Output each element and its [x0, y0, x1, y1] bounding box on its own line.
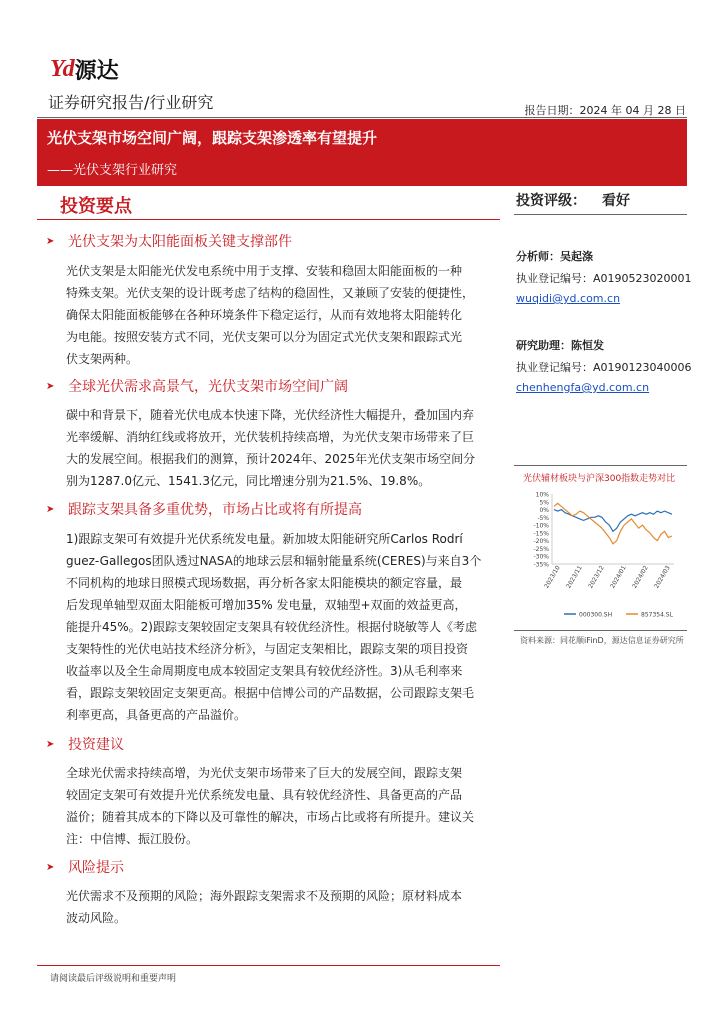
x-tick-label: 2024/02 [631, 564, 650, 590]
body-line: 溢价；随着其成本的下降以及可靠性的解决，市场占比或将有所提升。建议关 [66, 810, 475, 824]
body-line: 收益率以及全生命周期度电成本较固定支架具有较优经济性。3)从毛利率来 [66, 664, 463, 678]
arrow-icon: ➤ [46, 861, 55, 873]
point-heading-text: 风险提示 [68, 860, 124, 876]
body-line: 较固定支架可有效提升光伏系统发电量、具有较优经济性、具备更高的产品 [66, 788, 463, 802]
y-tick-label: -20% [533, 538, 549, 546]
body-line: 光伏支架是太阳能光伏发电系统中用于支撑、安装和稳固太阳能面板的一种 [66, 264, 463, 278]
body-line: 不同机构的地球日照模式现场数据，再分析各家太阳能模块的额定容量，最 [66, 576, 463, 590]
point-body-4 [66, 762, 496, 850]
y-tick-label: -10% [533, 522, 549, 530]
point-body-2 [66, 404, 496, 492]
body-line: 注：中信博、振江股份。 [66, 832, 199, 846]
section-title: 投资要点 [60, 196, 132, 217]
body-line: 利率更高，具备更高的产品溢价。 [66, 708, 247, 722]
investment-rating [516, 190, 630, 210]
body-line: 伏支架两种。 [66, 352, 139, 366]
body-line: 为电能。按照安装方式不同，光伏支架可以分为固定式光伏支架和跟踪式光 [66, 330, 463, 344]
assistant-registration: 执业登记编号：A0190123040006 [516, 361, 692, 374]
y-tick-label: -15% [533, 530, 549, 538]
analyst-email-link[interactable]: wuqidi@yd.com.cn [516, 292, 621, 305]
analyst-registration: 执业登记编号：A0190523020001 [516, 272, 692, 285]
arrow-icon: ➤ [46, 738, 55, 750]
assistant-email-link[interactable]: chenhengfa@yd.com.cn [516, 381, 650, 394]
body-line: 后发现单轴型双面太阳能板可增加35% 发电量，双轴型+双面的效益更高， [66, 598, 467, 612]
x-tick-label: 2023/10 [543, 564, 562, 590]
arrow-icon: ➤ [46, 503, 55, 515]
y-tick-label: -30% [533, 553, 549, 561]
point-heading-text: 跟踪支架具备多重优势，市场占比或将有所提高 [68, 502, 362, 518]
point-body-1 [66, 260, 496, 370]
report-subtitle: ——光伏支架行业研究 [47, 163, 178, 178]
x-tick-label: 2024/01 [609, 564, 628, 590]
point-body-5 [66, 885, 496, 929]
assistant-name: 研究助理：陈恒发 [516, 339, 604, 352]
body-line: 全球光伏需求持续高增，为光伏支架市场带来了巨大的发展空间，跟踪支架 [66, 766, 463, 780]
body-line: 支架特性的光伏电站技术经济分析》，与固定支架相比，跟踪支架的项目投资 [66, 642, 469, 656]
company-logo [50, 56, 119, 82]
y-tick-label: 10% [535, 491, 549, 499]
point-heading-2 [46, 376, 348, 396]
body-line: 能提升45%。2)跟踪支架较固定支架具有较优经济性。根据付晓敏等人《考虑 [66, 620, 477, 634]
y-tick-label: -5% [537, 514, 549, 522]
analyst-name: 分析师：吴起涤 [516, 250, 593, 263]
body-line: 1)跟踪支架可有效提升光伏系统发电量。新加坡太阳能研究所Carlos Rodrí [66, 532, 463, 546]
body-line: 光率缓解、消纳红线或将放开，光伏装机持续高增，为光伏支架市场带来了巨 [66, 430, 475, 444]
body-line: guez-Gallegos团队透过NASA的地球云层和辐射能量系统(CERES)与来自3个 [66, 554, 482, 568]
y-tick-label: 0% [539, 507, 549, 515]
rating-label: 投资评级： [516, 193, 586, 209]
y-tick-label: -35% [533, 561, 549, 569]
title-banner [37, 119, 687, 186]
point-heading-4 [46, 734, 124, 754]
header-divider [37, 117, 687, 118]
point-heading-3 [46, 499, 362, 519]
chart-title: 光伏辅材板块与沪深300指数走势对比 [523, 474, 676, 484]
footer-disclaimer-note: 请阅读最后评级说明和重要声明 [50, 974, 177, 984]
chart-top-divider [514, 465, 687, 466]
series-line-0 [554, 510, 672, 532]
point-heading-text: 投资建议 [68, 737, 124, 753]
body-line: 光伏需求不及预期的风险；海外跟踪支架需求不及预期的风险；原材料成本 [66, 889, 463, 903]
report-title: 光伏支架市场空间广阔，跟踪支架渗透率有望提升 [47, 129, 378, 147]
point-body-3 [66, 528, 496, 726]
body-line: 确保太阳能面板能够在各种环境条件下稳定运行，从而有效地将太阳能转化 [66, 308, 463, 322]
legend-label: 857354.SL [641, 611, 673, 619]
logo-text: 源达 [74, 58, 119, 84]
body-line: 大的发展空间。根据我们的测算，预计2024年、2025年光伏支架市场空间分 [66, 452, 476, 466]
body-line: 特殊支架。光伏支架的设计既考虑了结构的稳固性，又兼顾了安装的便捷性， [66, 286, 475, 300]
footer-divider [37, 965, 500, 966]
body-line: 碳中和背景下，随着光伏电成本快速下降，光伏经济性大幅提升，叠加国内弃 [66, 408, 475, 422]
point-heading-1 [46, 231, 292, 251]
body-line: 波动风险。 [66, 911, 127, 925]
arrow-icon: ➤ [46, 380, 55, 392]
chart-bottom-divider [514, 630, 687, 631]
y-tick-label: 5% [539, 499, 549, 507]
point-heading-text: 光伏支架为太阳能面板关键支撑部件 [68, 234, 292, 250]
legend-label: 000300.SH [579, 611, 613, 619]
y-tick-label: -25% [533, 545, 549, 553]
rating-value: 看好 [602, 193, 630, 209]
point-heading-5 [46, 857, 124, 877]
series-line-1 [554, 503, 672, 544]
x-tick-label: 2023/12 [587, 564, 606, 590]
logo-mark: Yd [50, 55, 73, 82]
report-date: 报告日期：2024 年 04 月 28 日 [524, 104, 686, 117]
x-tick-label: 2023/11 [565, 564, 584, 590]
body-line: 看，跟踪支架较固定支架更高。根据中信博公司的产品数据，公司跟踪支架毛 [66, 686, 475, 700]
section-divider [37, 219, 500, 220]
arrow-icon: ➤ [46, 235, 55, 247]
sidebar-divider [514, 214, 687, 215]
chart-source: 资料来源：同花顺iFinD，源达信息证券研究所 [520, 636, 684, 645]
body-line: 别为1287.0亿元、1541.3亿元，同比增速分别为21.5%、19.8%。 [66, 474, 431, 488]
performance-chart [514, 484, 684, 630]
document-type: 证券研究报告/行业研究 [48, 93, 214, 112]
x-tick-label: 2024/03 [653, 564, 672, 590]
point-heading-text: 全球光伏需求高景气，光伏支架市场空间广阔 [68, 379, 348, 395]
